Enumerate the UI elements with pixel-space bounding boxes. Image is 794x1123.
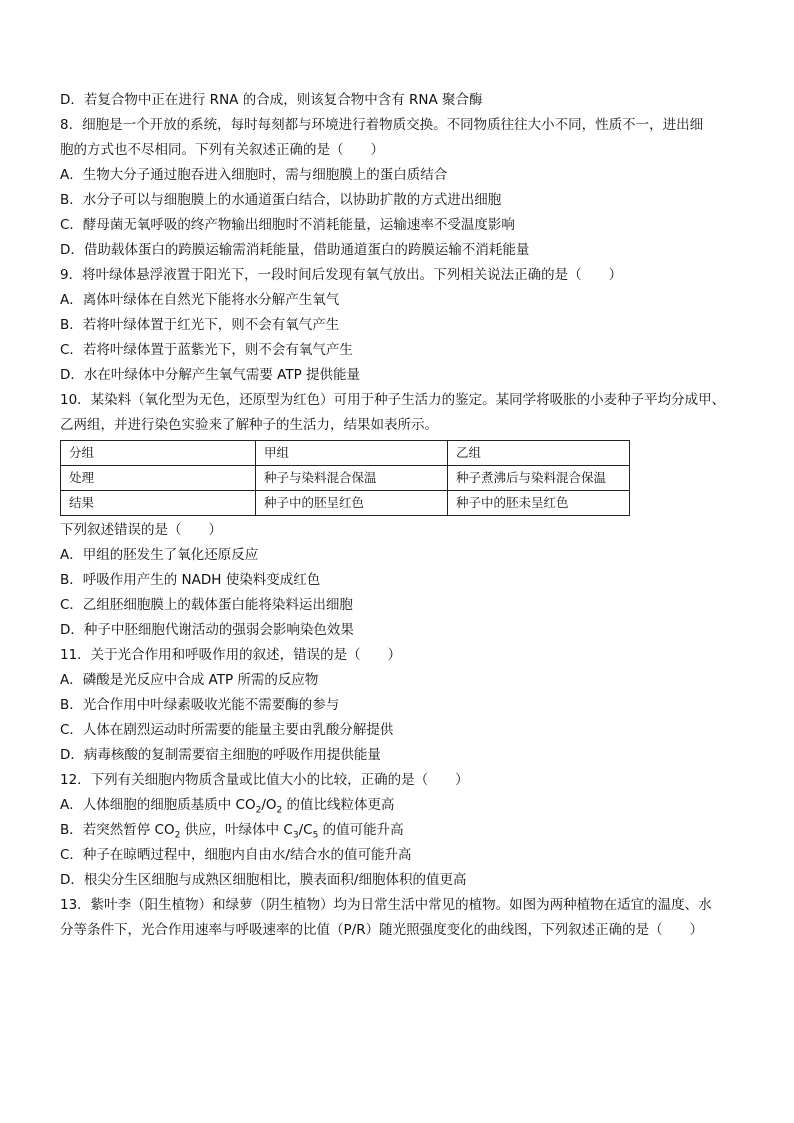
subscript: 3 [292, 830, 299, 841]
table-cell: 种子中的胚呈红色 [256, 491, 448, 516]
question-9 [60, 263, 740, 388]
q8-stem-line1: 8．细胞是一个开放的系统，每时每刻都与环境进行着物质交换。不同物质往往大小不同，性质不一，进出细 [60, 117, 704, 133]
q10-option-d: D．种子中胚细胞代谢活动的强弱会影响染色效果 [60, 622, 354, 638]
text-segment: /C [298, 822, 313, 838]
text-segment: 供应，叶绿体中 C [180, 822, 293, 838]
subscript: 2 [255, 805, 262, 816]
q8-option-c: C．酵母菌无氧呼吸的终产物输出细胞时不消耗能量，运输速率不受温度影响 [60, 217, 515, 233]
subscript: 2 [174, 830, 181, 841]
question-11 [60, 643, 740, 768]
table-row [61, 491, 630, 516]
table-cell: 乙组 [448, 441, 630, 466]
question-10 [60, 388, 740, 643]
q8-option-d: D．借助载体蛋白的跨膜运输需消耗能量，借助通道蛋白的跨膜运输不消耗能量 [60, 242, 530, 258]
q12-option-d: D．根尖分生区细胞与成熟区细胞相比，膜表面积/细胞体积的值更高 [60, 872, 467, 888]
q12-option-a [60, 793, 740, 818]
subscript: 5 [312, 830, 319, 841]
q11-option-a: A．磷酸是光反应中合成 ATP 所需的反应物 [60, 672, 319, 688]
q10-option-b: B．呼吸作用产生的 NADH 使染料变成红色 [60, 572, 321, 588]
question-13 [60, 893, 740, 943]
q13-stem-line2: 分等条件下，光合作用速率与呼吸速率的比值（P/R）随光照强度变化的曲线图，下列叙述正确的是（ ） [60, 922, 704, 938]
q13-stem-line1: 13．紫叶李（阳生植物）和绿萝（阴生植物）均为日常生活中常见的植物。如图为两种植物在适宜的温度、水 [60, 897, 712, 913]
question-8 [60, 113, 740, 263]
q8-option-a: A．生物大分子通过胞吞进入细胞时，需与细胞膜上的蛋白质结合 [60, 167, 448, 183]
q10-stem-line1: 10．某染料（氧化型为无色，还原型为红色）可用于种子生活力的鉴定。某同学将吸胀的小麦种子平均分成甲、 [60, 392, 726, 408]
q11-option-d: D．病毒核酸的复制需要宿主细胞的呼吸作用提供能量 [60, 747, 381, 763]
question-12 [60, 768, 740, 893]
table-row [61, 466, 630, 491]
q10-results-table [60, 440, 630, 516]
q12-stem: 12．下列有关细胞内物质含量或比值大小的比较，正确的是（ ） [60, 772, 469, 788]
table-cell: 种子与染料混合保温 [256, 466, 448, 491]
q10-question: 下列叙述错误的是（ ） [60, 522, 222, 538]
table-cell: 种子煮沸后与染料混合保温 [448, 466, 630, 491]
q12-option-b [60, 818, 740, 843]
table-cell: 种子中的胚未呈红色 [448, 491, 630, 516]
exam-page [60, 88, 740, 943]
q11-stem: 11．关于光合作用和呼吸作用的叙述，错误的是（ ） [60, 647, 402, 663]
q10-option-a: A．甲组的胚发生了氧化还原反应 [60, 547, 259, 563]
q8-stem-line2: 胞的方式也不尽相同。下列有关叙述正确的是（ ） [60, 142, 384, 158]
q11-option-b: B．光合作用中叶绿素吸收光能不需要酶的参与 [60, 697, 340, 713]
subscript: 2 [276, 805, 283, 816]
q9-option-b: B．若将叶绿体置于红光下，则不会有氧气产生 [60, 317, 340, 333]
text-segment: 的值可能升高 [318, 822, 404, 838]
text-segment: 的值比线粒体更高 [282, 797, 395, 813]
q8-option-b: B．水分子可以与细胞膜上的水通道蛋白结合，以协助扩散的方式进出细胞 [60, 192, 502, 208]
q11-option-c: C．人体在剧烈运动时所需要的能量主要由乳酸分解提供 [60, 722, 394, 738]
table-cell: 结果 [61, 491, 256, 516]
q9-stem: 9．将叶绿体悬浮液置于阳光下，一段时间后发现有氧气放出。下列相关说法正确的是（ ） [60, 267, 623, 283]
q9-option-a: A．离体叶绿体在自然光下能将水分解产生氧气 [60, 292, 340, 308]
text-segment: /O [261, 797, 277, 813]
q10-stem-line2: 乙两组，并进行染色实验来了解种子的生活力，结果如表所示。 [60, 417, 438, 433]
table-cell: 处理 [61, 466, 256, 491]
q7-option-d: D．若复合物中正在进行 RNA 的合成，则该复合物中含有 RNA 聚合酶 [60, 92, 483, 108]
table-cell: 甲组 [256, 441, 448, 466]
table-header-row [61, 441, 630, 466]
q10-option-c: C．乙组胚细胞膜上的载体蛋白能将染料运出细胞 [60, 597, 353, 613]
q12-option-c: C．种子在晾晒过程中，细胞内自由水/结合水的值可能升高 [60, 847, 412, 863]
q9-option-d: D．水在叶绿体中分解产生氧气需要 ATP 提供能量 [60, 367, 361, 383]
q9-option-c: C．若将叶绿体置于蓝紫光下，则不会有氧气产生 [60, 342, 353, 358]
text-segment: A．人体细胞的细胞质基质中 CO [60, 797, 256, 813]
text-segment: B．若突然暂停 CO [60, 822, 175, 838]
table-cell: 分组 [61, 441, 256, 466]
